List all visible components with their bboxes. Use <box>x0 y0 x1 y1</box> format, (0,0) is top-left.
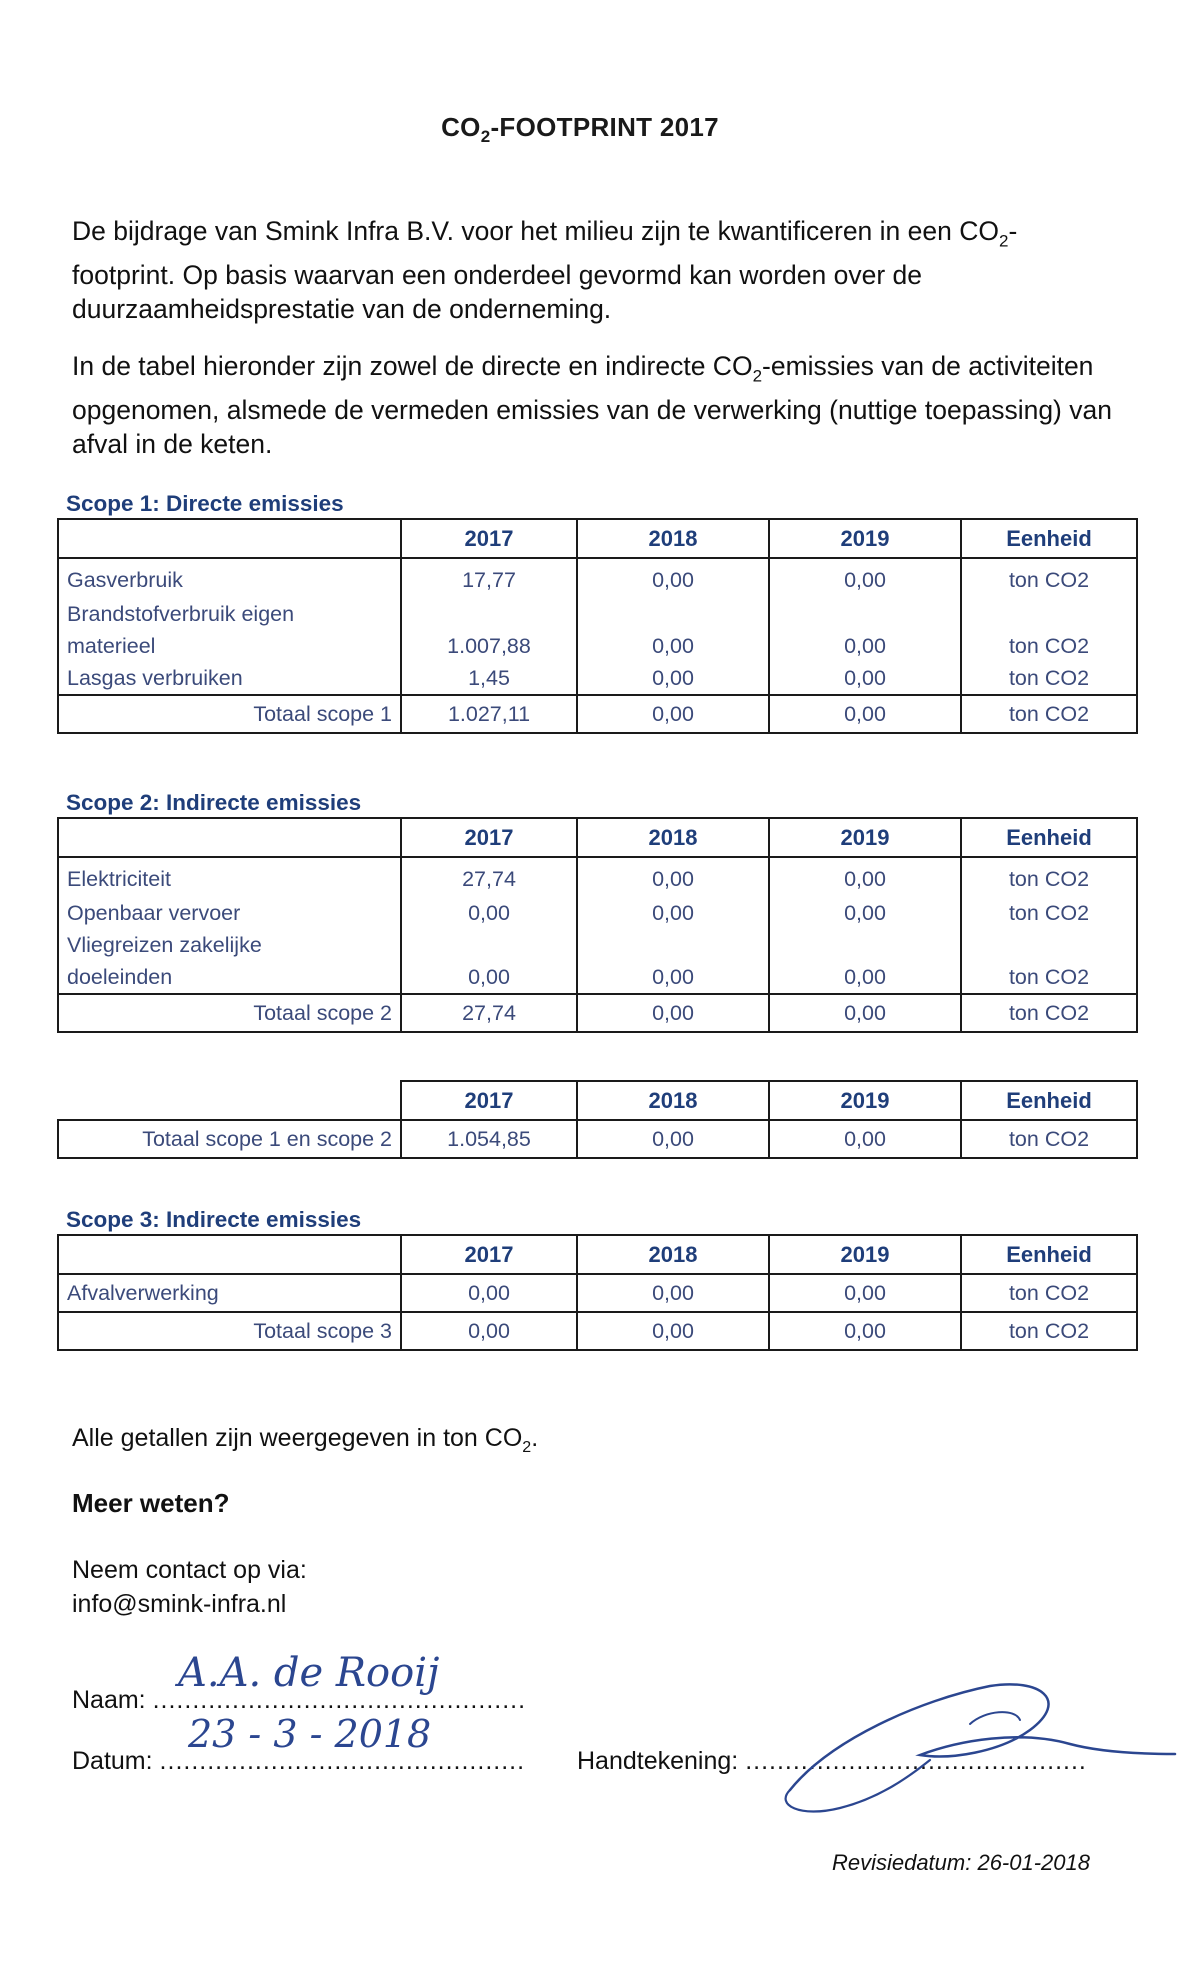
table-header-row <box>58 519 1137 558</box>
handtekening-label: Handtekening: <box>577 1747 739 1775</box>
datum-handwritten: 23 - 3 - 2018 <box>188 1712 432 1756</box>
col-header: Eenheid <box>961 818 1137 857</box>
total-row: Totaal scope 1 en scope 2 1.054,85 0,00 0,00 ton CO2 <box>58 1120 1137 1158</box>
col-header: 2018 <box>577 519 769 558</box>
scope3-table <box>57 1234 1138 1351</box>
naam-label: Naam: <box>72 1686 146 1714</box>
scope2-heading: Scope 2: Indirecte emissies <box>66 790 362 815</box>
table-row: Afvalverwerking 0,00 0,00 0,00 ton CO2 <box>58 1274 1137 1312</box>
col-header: 2017 <box>401 1081 577 1120</box>
scope2-table <box>57 817 1138 1033</box>
scope12-table <box>57 1080 1138 1159</box>
col-header: Eenheid <box>961 1081 1137 1120</box>
table-row: doeleinden 0,00 0,00 0,00 ton CO2 <box>58 961 1137 994</box>
col-header: 2019 <box>769 519 961 558</box>
table-row: Brandstofverbruik eigen <box>58 598 1137 630</box>
unit-note: Alle getallen zijn weergegeven in ton $CO_2$. <box>72 1424 539 1456</box>
naam-handwritten: A.A. de Rooij <box>178 1650 440 1696</box>
table-row: Gasverbruik 17,77 0,00 0,00 ton CO2 <box>58 558 1137 598</box>
page-title: $CO_2$-FOOTPRINT 2017 <box>441 112 719 147</box>
contact-text: Neem contact op via: <box>72 1556 307 1584</box>
col-header: Eenheid <box>961 1235 1137 1274</box>
table-header-row <box>58 1081 1137 1120</box>
col-header: 2019 <box>769 818 961 857</box>
table-header-row <box>58 818 1137 857</box>
table-row: Lasgas verbruiken 1,45 0,00 0,00 ton CO2 <box>58 662 1137 695</box>
scope3-heading: Scope 3: Indirecte emissies <box>66 1207 362 1232</box>
table-row: materieel 1.007,88 0,00 0,00 ton CO2 <box>58 630 1137 662</box>
naam-dots: ............................................... <box>152 1686 527 1714</box>
col-header: 2017 <box>401 818 577 857</box>
contact-email: info@smink-infra.nl <box>72 1590 287 1618</box>
col-header: 2018 <box>577 818 769 857</box>
more-info-heading: Meer weten? <box>72 1488 230 1518</box>
scope1-table <box>57 518 1138 734</box>
col-header: Eenheid <box>961 519 1137 558</box>
col-header: 2017 <box>401 519 577 558</box>
signature-image <box>770 1680 1180 1820</box>
col-header: 2019 <box>769 1235 961 1274</box>
table-row: Openbaar vervoer 0,00 0,00 0,00 ton CO2 <box>58 897 1137 929</box>
scope1-heading: Scope 1: Directe emissies <box>66 491 344 516</box>
col-header: 2017 <box>401 1235 577 1274</box>
intro-paragraph: De bijdrage van Smink Infra B.V. voor het milieu zijn te kwantificeren in een $CO_2$-footprint. Op basis waarvan een onderdeel gevormd kan worden over de duurzaamheidsprestatie van de onderneming. <box>72 216 1018 325</box>
col-header: 2018 <box>577 1081 769 1120</box>
table-row: Vliegreizen zakelijke <box>58 929 1137 961</box>
datum-label: Datum: <box>72 1747 153 1775</box>
table-header-row <box>58 1235 1137 1274</box>
total-row: Totaal scope 2 27,74 0,00 0,00 ton CO2 <box>58 994 1137 1032</box>
col-header: 2018 <box>577 1235 769 1274</box>
table-row: Elektriciteit 27,74 0,00 0,00 ton CO2 <box>58 857 1137 897</box>
table-intro-paragraph: In de tabel hieronder zijn zowel de directe en indirecte $CO_2$-emissies van de activiteiten opgenomen, alsmede de vermeden emissies van de verwerking (nuttige toepassing) van afval in de keten. <box>72 351 1112 460</box>
total-row: Totaal scope 1 1.027,11 0,00 0,00 ton CO2 <box>58 695 1137 733</box>
datum-dots: .............................................. <box>159 1747 526 1775</box>
handtekening-dots: ........................................... <box>745 1747 1087 1775</box>
revision-date: Revisiedatum: 26-01-2018 <box>831 1850 1090 1875</box>
total-row: Totaal scope 3 0,00 0,00 0,00 ton CO2 <box>58 1312 1137 1350</box>
col-header: 2019 <box>769 1081 961 1120</box>
